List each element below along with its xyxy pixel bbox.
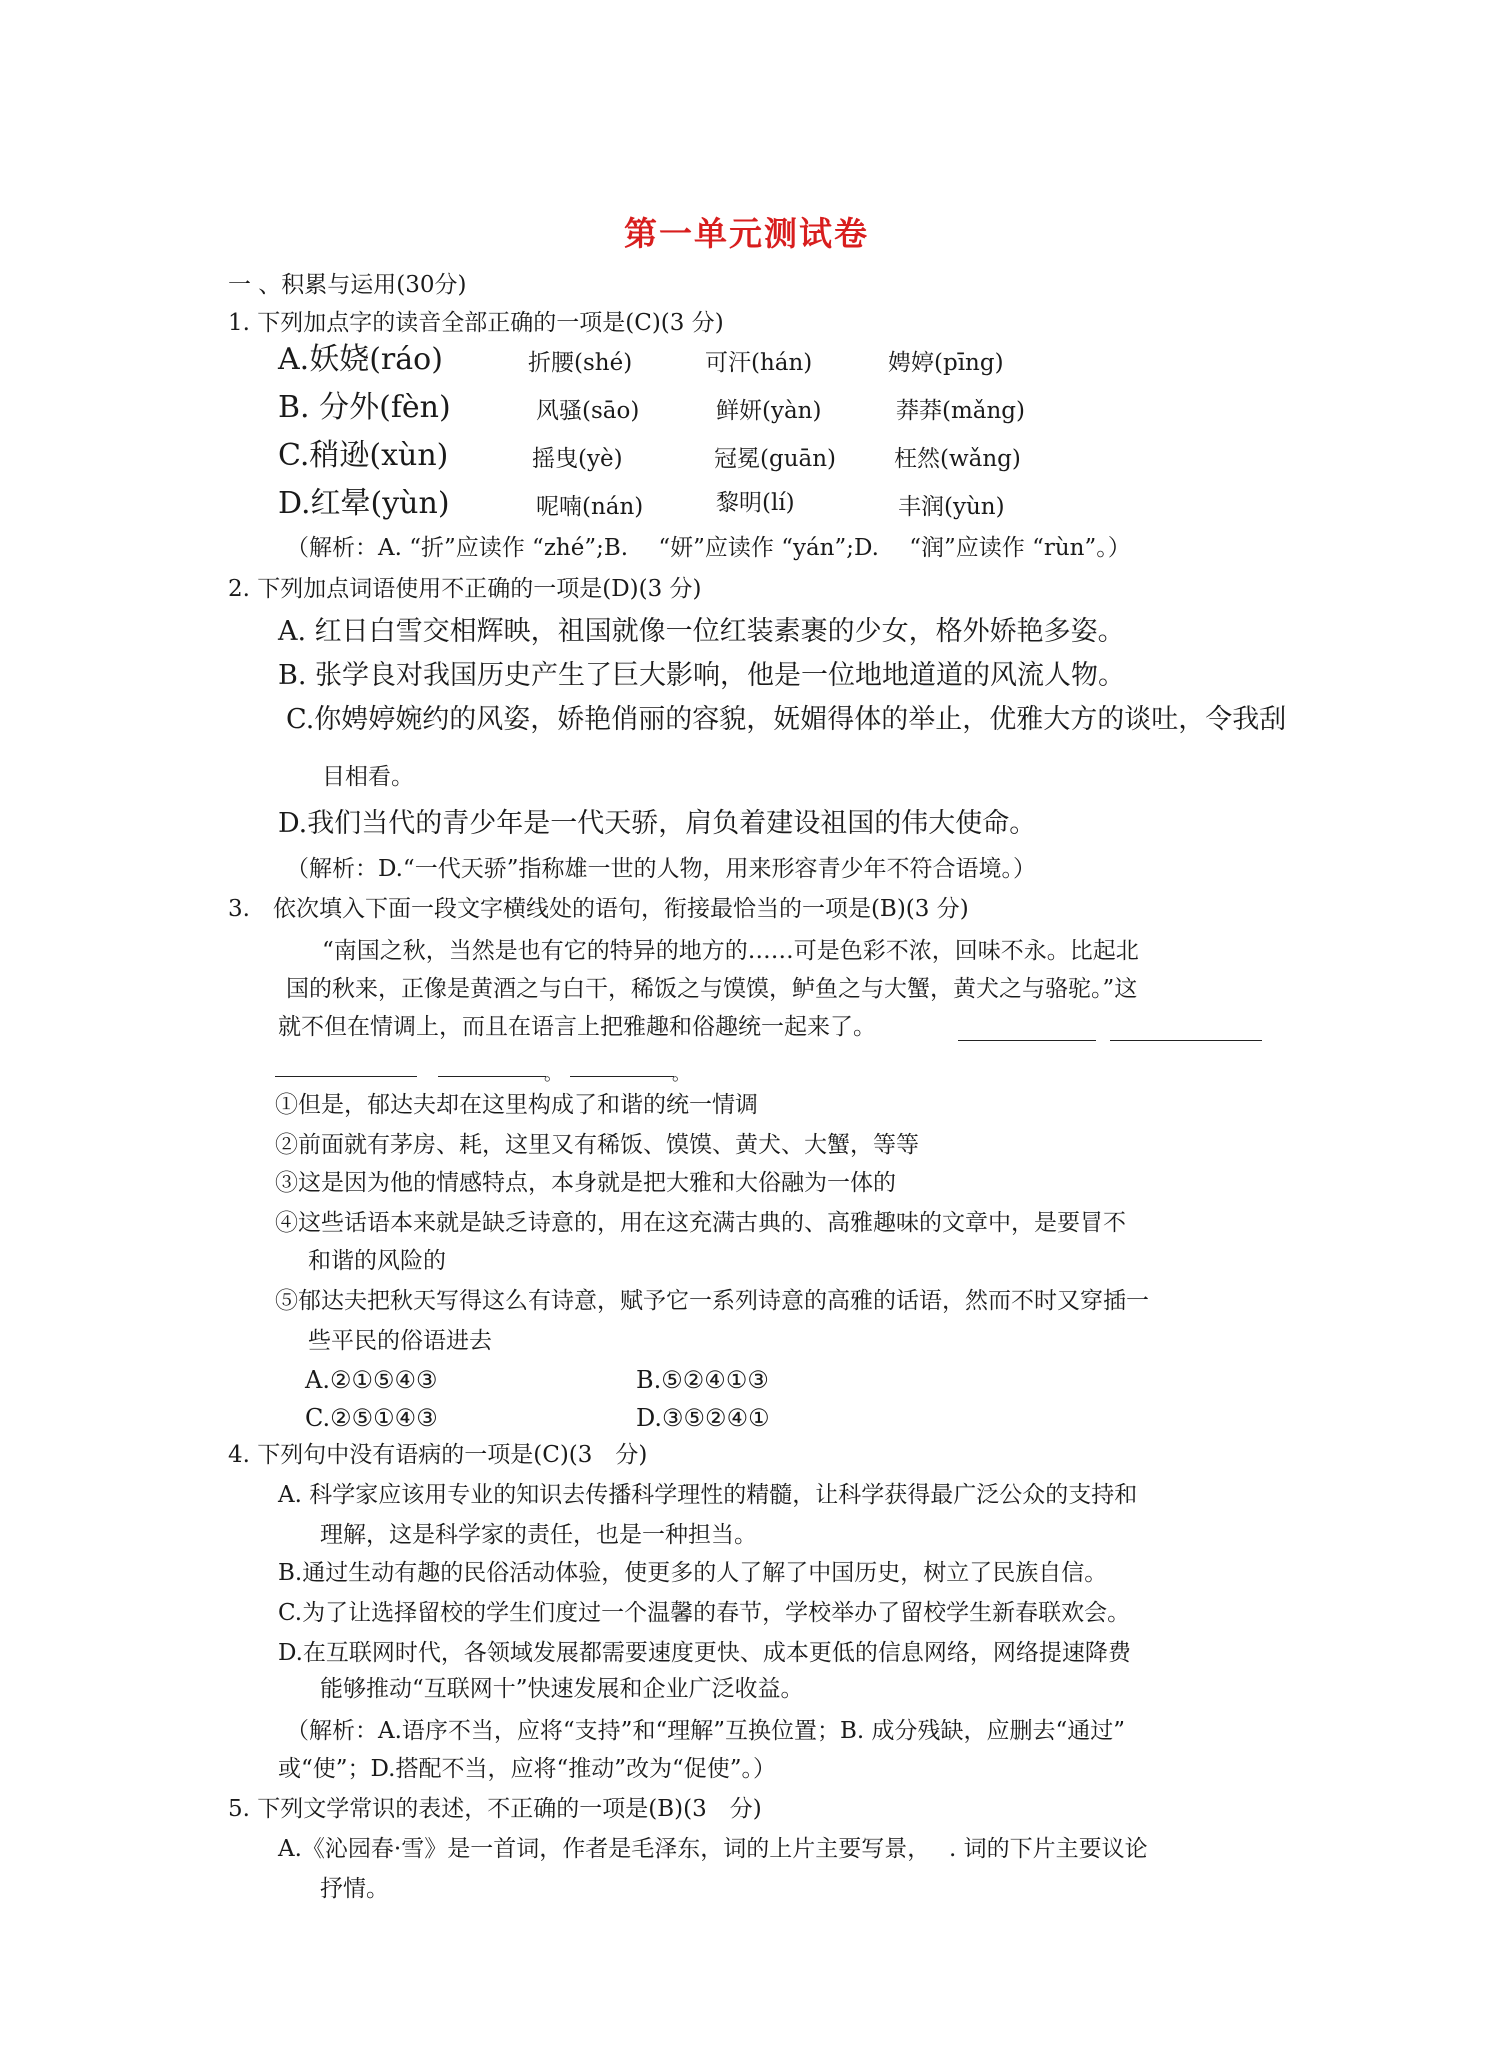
q1-option-a-word4: 娉婷(pīng) (888, 350, 1004, 376)
q3-passage-line1: “南国之秋，当然是也有它的特异的地方的……可是色彩不浓，回味不永。比起北 (322, 938, 1139, 964)
q5-option-a-line2: 抒情。 (320, 1876, 389, 1902)
q1-option-b-word4: 莽莽(mǎng) (896, 398, 1026, 424)
q4-option-b: B.通过生动有趣的民俗活动体验，使更多的人了解了中国历史，树立了民族自信。 (278, 1560, 1108, 1586)
q1-option-d-word2: 呢喃(nán) (536, 494, 644, 520)
q4-option-c: C.为了让选择留校的学生们度过一个温馨的春节，学校举办了留校学生新春联欢会。 (278, 1600, 1131, 1626)
q4-explanation-line2: 或“使”；D.搭配不当，应将“推动”改为“促使”。） (278, 1756, 776, 1782)
q3-stem: 3. 依次填入下面一段文字横线处的语句，衔接最恰当的一项是(B)(3 分) (228, 896, 969, 922)
q1-option-d-label: D.红晕(yùn) (278, 486, 450, 521)
q1-option-a-word3: 可汗(hán) (705, 350, 813, 376)
q2-explanation: （解析：D.“一代天骄”指称雄一世的人物，用来形容青少年不符合语境。） (286, 856, 1036, 882)
q3-sentence-4-line1: ④这些话语本来就是缺乏诗意的，用在这充满古典的、高雅趣味的文章中，是要冒不 (275, 1210, 1126, 1236)
q5-stem: 5. 下列文学常识的表述，不正确的一项是(B)(3 分) (228, 1796, 762, 1822)
q1-option-b-word3: 鲜妍(yàn) (716, 398, 822, 424)
q2-option-b: B. 张学良对我国历史产生了巨大影响，他是一位地地道道的风流人物。 (278, 660, 1126, 691)
q1-option-c-word3: 冠冕(guān) (714, 446, 837, 472)
q3-option-a: A.②①⑤④③ (305, 1366, 438, 1394)
q1-option-b-label: B. 分外(fèn) (278, 390, 451, 425)
q4-stem: 4. 下列句中没有语病的一项是(C)(3 分) (228, 1442, 648, 1468)
q3-blank-2 (1110, 1040, 1262, 1041)
q4-option-d-line1: D.在互联网时代，各领域发展都需要速度更快、成本更低的信息网络，网络提速降费 (278, 1640, 1131, 1666)
q3-blank-4 (438, 1076, 546, 1077)
q3-option-d: D.③⑤②④① (636, 1404, 770, 1432)
q3-sentence-5-line2: 些平民的俗语进去 (308, 1328, 492, 1354)
q3-sentence-5-line1: ⑤郁达夫把秋天写得这么有诗意，赋予它一系列诗意的高雅的话语，然而不时又穿插一 (275, 1288, 1149, 1314)
q1-option-a-word2: 折腰(shé) (528, 350, 633, 376)
q3-passage-line2: 国的秋来，正像是黄酒之与白干，稀饭之与馍馍，鲈鱼之与大蟹，黄犬之与骆驼。”这 (286, 976, 1138, 1002)
q3-blank-5-period: 。 (672, 1064, 690, 1085)
q4-explanation-line1: （解析：A.语序不当，应将“支持”和“理解”互换位置；B. 成分残缺，应删去“通过” (286, 1718, 1125, 1744)
q2-option-d: D.我们当代的青少年是一代天骄，肩负着建设祖国的伟大使命。 (278, 808, 1037, 839)
q1-option-a-label: A.妖娆(ráo) (278, 342, 443, 377)
q3-blank-4-period: 。 (544, 1064, 562, 1085)
q3-option-c: C.②⑤①④③ (305, 1404, 438, 1432)
q2-stem: 2. 下列加点词语使用不正确的一项是(D)(3 分) (228, 576, 702, 602)
q4-option-a-line1: A. 科学家应该用专业的知识去传播科学理性的精髓，让科学获得最广泛公众的支持和 (278, 1482, 1138, 1508)
q3-blank-3 (275, 1076, 417, 1077)
q2-option-a: A. 红日白雪交相辉映，祖国就像一位红装素裹的少女，格外娇艳多姿。 (278, 616, 1125, 647)
section-heading: 一 、积累与运用(30分) (228, 272, 467, 298)
q1-option-c-word2: 摇曳(yè) (532, 446, 623, 472)
q3-sentence-1: ①但是，郁达夫却在这里构成了和谐的统一情调 (275, 1092, 758, 1118)
q3-blank-1 (958, 1040, 1096, 1041)
q1-option-d-word4: 丰润(yùn) (898, 494, 1005, 520)
q3-blank-5 (570, 1076, 674, 1077)
q4-option-d-line2: 能够推动“互联网十”快速发展和企业广泛收益。 (320, 1676, 804, 1702)
q1-explanation: （解析：A. “折”应读作 “zhé”;B. “妍”应读作 “yán”;D. “润”应读作 “rùn”。） (286, 535, 1131, 561)
q1-option-d-word3: 黎明(lí) (716, 490, 795, 516)
q2-option-c-line1: C.你娉婷婉约的风姿，娇艳俏丽的容貌，妩媚得体的举止，优雅大方的谈吐，令我刮 (286, 704, 1287, 735)
page-title: 第一单元测试卷 (624, 214, 869, 253)
q1-stem: 1. 下列加点字的读音全部正确的一项是(C)(3 分) (228, 310, 724, 336)
q1-option-c-word4: 枉然(wǎng) (894, 446, 1021, 472)
q3-sentence-4-line2: 和谐的风险的 (308, 1248, 446, 1274)
q3-option-b: B.⑤②④①③ (636, 1366, 769, 1394)
q3-sentence-2: ②前面就有茅房、耗，这里又有稀饭、馍馍、黄犬、大蟹，等等 (275, 1132, 919, 1158)
q3-passage-line3: 就不但在情调上，而且在语言上把雅趣和俗趣统一起来了。 (278, 1014, 876, 1040)
q5-option-a-line1: A.《沁园春·雪》是一首词，作者是毛泽东，词的上片主要写景， . 词的下片主要议论 (278, 1836, 1148, 1862)
q3-sentence-3: ③这是因为他的情感特点，本身就是把大雅和大俗融为一体的 (275, 1170, 896, 1196)
q1-option-b-word2: 风骚(sāo) (536, 398, 640, 424)
q4-option-a-line2: 理解，这是科学家的责任，也是一种担当。 (320, 1522, 757, 1548)
q1-option-c-label: C.稍逊(xùn) (278, 438, 449, 473)
q2-option-c-line2: 目相看。 (322, 764, 414, 790)
